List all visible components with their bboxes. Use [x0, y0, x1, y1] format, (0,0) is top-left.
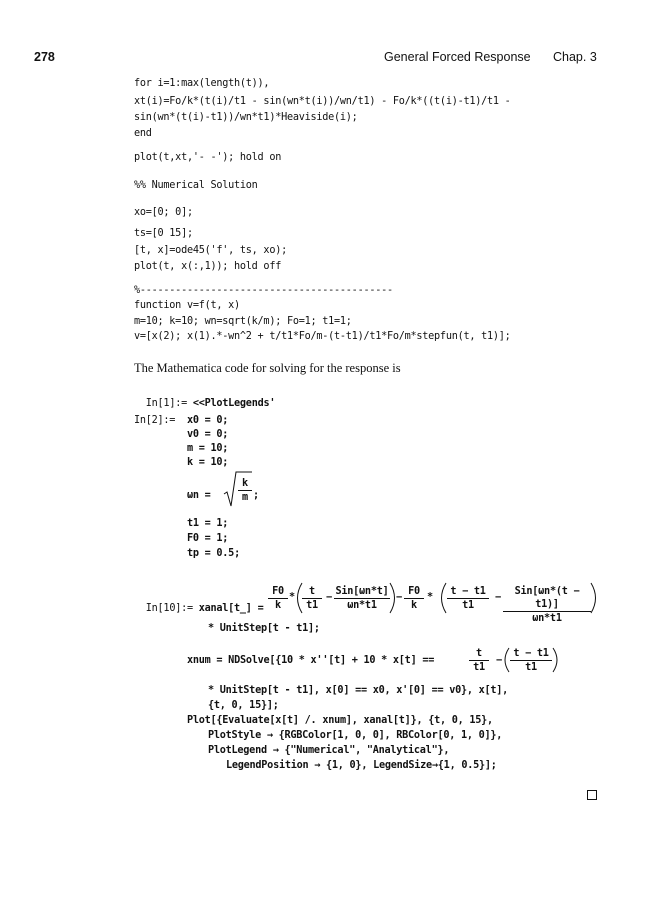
frac-den: k: [404, 598, 424, 612]
matlab-line: end: [134, 128, 152, 139]
matlab-line: %% Numerical Solution: [134, 180, 258, 191]
frac-num: Sin[ωn*(t − t1)]: [514, 586, 580, 610]
matlab-line: [t, x]=ode45('f', ts, xo);: [134, 245, 287, 256]
minus-sign: −: [496, 655, 502, 666]
frac-num: Sin[ωn*t]: [335, 586, 389, 597]
frac-den: t1: [510, 660, 552, 674]
in1-label: In[1]:=: [145, 398, 193, 409]
chapter-label: Chap. 3: [553, 50, 597, 64]
assignment-k: k = 10;: [187, 457, 229, 468]
t-over-t1: [302, 585, 322, 612]
frac-num: t − t1: [513, 648, 549, 659]
xnum-tt1-over-t1: [510, 647, 552, 674]
matlab-line: %-------------------------------------------: [134, 285, 393, 296]
times-sign: *: [427, 592, 433, 603]
assignment-v0: v0 = 0;: [187, 429, 229, 440]
frac-den: ωn*t1: [334, 598, 390, 612]
matlab-line: plot(t, x(:,1)); hold off: [134, 261, 282, 272]
frac-num: t: [476, 648, 482, 659]
sin-over-wnt1: [334, 585, 390, 612]
xanal-lhs: xanal[t_] =: [198, 603, 270, 614]
frac-den: k: [268, 598, 288, 612]
range-line: {t, 0, 15}];: [208, 700, 279, 711]
unitstep-line-1: * UnitStep[t - t1];: [208, 623, 320, 634]
minus-sign: −: [326, 592, 332, 603]
in2-label: In[2]:=: [134, 415, 182, 426]
wn-den: m: [238, 490, 252, 504]
assignment-t1: t1 = 1;: [187, 518, 229, 529]
matlab-line: xo=[0; 0];: [134, 207, 193, 218]
matlab-line: ts=[0 15];: [134, 228, 193, 239]
wn-lhs: ωn =: [187, 490, 217, 501]
sin2-over-wnt1: [503, 585, 591, 625]
times-sign: *: [289, 592, 295, 603]
f0-over-k-2: [404, 585, 424, 612]
in10-label: In[10]:=: [145, 603, 199, 614]
assignment-x0: x0 = 0;: [187, 415, 229, 426]
xnum-lhs: xnum = NDSolve[{10 * x''[t] + 10 * x[t] ==: [187, 655, 440, 666]
xnum-t-over-t1: [469, 647, 489, 674]
matlab-line: for i=1:max(length(t)),: [134, 78, 270, 89]
wn-end: ;: [253, 490, 259, 501]
minus-sign: −: [495, 592, 501, 603]
frac-den: t1: [302, 598, 322, 612]
assignment-tp: tp = 0.5;: [187, 548, 240, 559]
page-number: 278: [34, 50, 55, 64]
matlab-line: v=[x(2); x(1).*-wn^2 + t/t1*Fo/m-(t-t1)/t1*Fo/m*stepfun(t, t1)];: [134, 331, 511, 342]
minus-sign: −: [396, 592, 402, 603]
tt1-over-t1: [447, 585, 489, 612]
frac-num: t − t1: [450, 586, 486, 597]
end-of-example-icon: [587, 790, 597, 800]
plotstyle-line: PlotStyle → {RGBColor[1, 0, 0], RBColor[0, 1, 0]},: [208, 730, 503, 741]
frac-num: F0: [272, 586, 284, 597]
unitstep-line-2: * UnitStep[t - t1], x[0] == x0, x'[0] == v0}, x[t],: [208, 685, 509, 696]
matlab-line: xt(i)=Fo/k*(t(i)/t1 - sin(wn*t(i))/wn/t1) - Fo/k*((t(i)-t1)/t1 -: [134, 96, 511, 107]
matlab-line: sin(wn*(t(i)-t1))/wn*t1)*Heaviside(i);: [134, 112, 358, 123]
frac-den: t1: [469, 660, 489, 674]
frac-num: t: [309, 586, 315, 597]
assignment-m: m = 10;: [187, 443, 229, 454]
running-title: General Forced Response: [384, 50, 531, 64]
in1-code: <<PlotLegends': [192, 398, 276, 409]
legendpos-line: LegendPosition → {1, 0}, LegendSize→{1, 0.5}];: [226, 760, 497, 771]
plot-line: Plot[{Evaluate[x[t] /. xnum], xanal[t]}, {t, 0, 15},: [187, 715, 493, 726]
matlab-line: plot(t,xt,'- -'); hold on: [134, 152, 282, 163]
frac-num: F0: [408, 586, 420, 597]
matlab-line: function v=f(t, x): [134, 300, 240, 311]
assignment-f0: F0 = 1;: [187, 533, 229, 544]
plotlegend-line: PlotLegend → {"Numerical", "Analytical"},: [208, 745, 450, 756]
frac-den: ωn*t1: [503, 611, 591, 625]
matlab-line: m=10; k=10; wn=sqrt(k/m); Fo=1; t1=1;: [134, 316, 352, 327]
wn-num: k: [242, 478, 248, 489]
intro-text: The Mathematica code for solving for the response is: [134, 361, 401, 375]
frac-den: t1: [447, 598, 489, 612]
